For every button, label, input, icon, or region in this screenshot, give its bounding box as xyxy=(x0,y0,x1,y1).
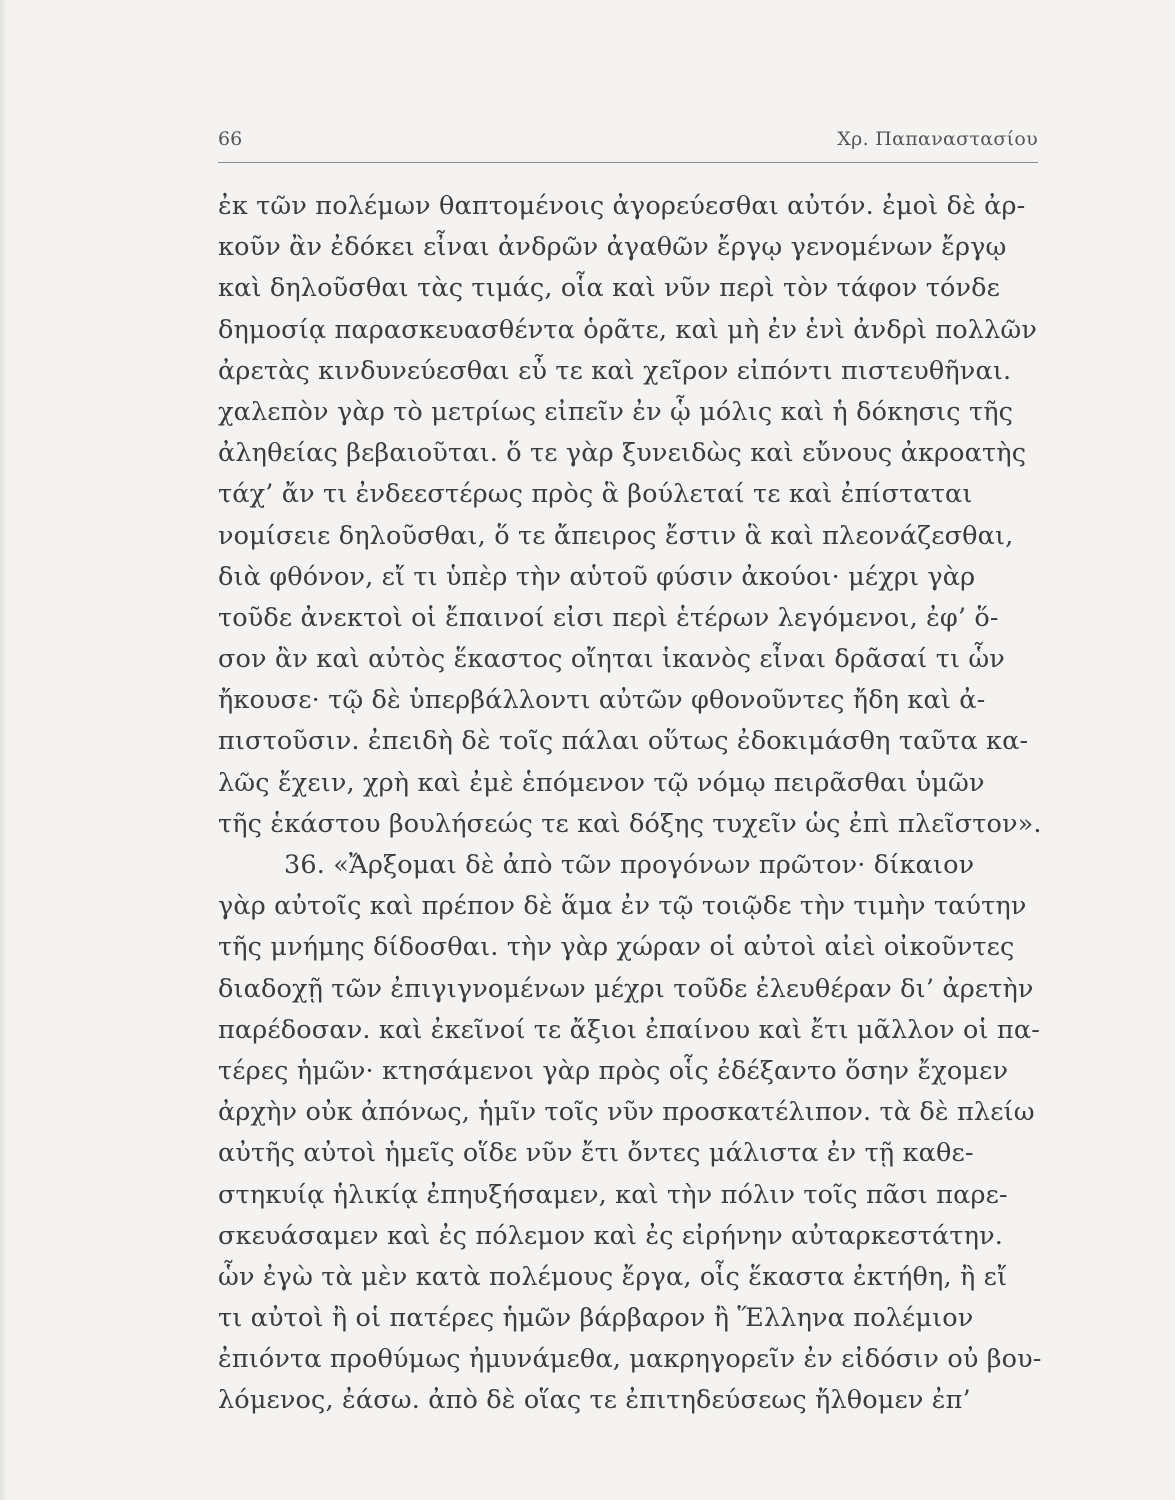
text-line: διὰ φθόνον, εἴ τι ὑπὲρ τὴν αὑτοῦ φύσιν ἀκούοι· μέχρι γὰρ xyxy=(218,561,976,592)
text-line: σον ἂν καὶ αὐτὸς ἕκαστος οἴηται ἱκανὸς εἶναι δρᾶσαί τι ὧν xyxy=(218,644,1005,675)
text-line: πιστοῦσιν. ἐπειδὴ δὲ τοῖς πάλαι οὕτως ἐδοκιμάσθη ταῦτα κα- xyxy=(218,726,1029,757)
text-line: λῶς ἔχειν, χρὴ καὶ ἐμὲ ἑπόμενον τῷ νόμῳ πειρᾶσθαι ὑμῶν xyxy=(218,767,985,798)
text-line: ὧν ἐγὼ τὰ μὲν κατὰ πολέμους ἔργα, οἷς ἕκαστα ἐκτήθη, ἢ εἴ xyxy=(218,1261,1008,1292)
page-edge-shadow xyxy=(0,0,8,1500)
paragraph-start-line: 36. «Ἄρξομαι δὲ ἀπὸ τῶν προγόνων πρῶτον· δίκαιον xyxy=(284,850,975,880)
text-line: ἤκουσε· τῷ δὲ ὑπερβάλλοντι αὐτῶν φθονοῦντες ἤδη καὶ ἀ- xyxy=(218,685,986,716)
running-head: Χρ. Παπαναστασίου xyxy=(837,128,1038,150)
text-line: χαλεπὸν γὰρ τὸ μετρίως εἰπεῖν ἐν ᾧ μόλις καὶ ἡ δόκησις τῆς xyxy=(218,396,1014,427)
text-line: παρέδοσαν. καὶ ἐκεῖνοί τε ἄξιοι ἐπαίνου καὶ ἔτι μᾶλλον οἱ πα- xyxy=(218,1014,1040,1045)
text-line: γὰρ αὐτοῖς καὶ πρέπον δὲ ἅμα ἐν τῷ τοιῷδε τὴν τιμὴν ταύτην xyxy=(218,891,1027,922)
page-header xyxy=(218,128,1038,158)
text-line: τάχ’ ἄν τι ἐνδεεστέρως πρὸς ἃ βούλεταί τε καὶ ἐπίσταται xyxy=(218,479,973,510)
text-line: στηκυίᾳ ἡλικίᾳ ἐπηυξήσαμεν, καὶ τὴν πόλιν τοῖς πᾶσι παρε- xyxy=(218,1179,1008,1210)
text-line: ἀληθείας βεβαιοῦται. ὅ τε γὰρ ξυνειδὼς καὶ εὔνους ἀκροατὴς xyxy=(218,438,1027,469)
text-line: τέρες ἡμῶν· κτησάμενοι γὰρ πρὸς οἷς ἐδέξαντο ὅσην ἔχομεν xyxy=(218,1055,1009,1086)
text-line: λόμενος, ἐάσω. ἀπὸ δὲ οἵας τε ἐπιτηδεύσεως ἤλθομεν ἐπ’ xyxy=(218,1385,971,1416)
text-line: ἐπιόντα προθύμως ἠμυνάμεθα, μακρηγορεῖν ἐν εἰδόσιν οὐ βου- xyxy=(218,1344,1042,1375)
text-line: τῆς μνήμης δίδοσθαι. τὴν γὰρ χώραν οἱ αὐτοὶ αἰεὶ οἰκοῦντες xyxy=(218,932,1015,963)
text-line: ἐκ τῶν πολέμων θαπτομένοις ἀγορεύεσθαι αὐτόν. ἐμοὶ δὲ ἀρ- xyxy=(218,191,1026,221)
text-line: αὐτῆς αὐτοὶ ἡμεῖς οἵδε νῦν ἔτι ὄντες μάλιστα ἐν τῇ καθε- xyxy=(218,1138,974,1169)
text-line: ἀρχὴν οὐκ ἀπόνως, ἡμῖν τοῖς νῦν προσκατέλιπον. τὰ δὲ πλείω xyxy=(218,1097,1035,1128)
text-line: καὶ δηλοῦσθαι τὰς τιμάς, οἷα καὶ νῦν περὶ τὸν τάφον τόνδε xyxy=(218,273,1000,304)
text-line: νομίσειε δηλοῦσθαι, ὅ τε ἄπειρος ἔστιν ἃ καὶ πλεονάζεσθαι, xyxy=(218,520,1014,551)
text-line: σκευάσαμεν καὶ ἐς πόλεμον καὶ ἐς εἰρήνην αὐταρκεστάτην. xyxy=(218,1220,1004,1251)
text-line: τοῦδε ἀνεκτοὶ οἱ ἔπαινοί εἰσι περὶ ἑτέρων λεγόμενοι, ἐφ’ ὅ- xyxy=(218,602,999,633)
text-line: κοῦν ἂν ἐδόκει εἶναι ἀνδρῶν ἀγαθῶν ἔργῳ γενομένων ἔργῳ xyxy=(218,232,1007,263)
text-line: ἀρετὰς κινδυνεύεσθαι εὖ τε καὶ χεῖρον εἰπόντι πιστευθῆναι. xyxy=(218,355,1012,386)
body-text xyxy=(218,186,1048,1422)
text-line: δημοσίᾳ παρασκευασθέντα ὁρᾶτε, καὶ μὴ ἐν ἑνὶ ἀνδρὶ πολλῶν xyxy=(218,314,1037,345)
text-line: διαδοχῇ τῶν ἐπιγιγνομένων μέχρι τοῦδε ἐλευθέραν δι’ ἀρετὴν xyxy=(218,973,1034,1004)
text-line: τῆς ἑκάστου βουλήσεώς τε καὶ δόξης τυχεῖν ὡς ἐπὶ πλεῖστον». xyxy=(218,808,1042,839)
page-number: 66 xyxy=(218,128,243,150)
header-rule xyxy=(218,162,1038,163)
text-line: τι αὐτοὶ ἢ οἱ πατέρες ἡμῶν βάρβαρον ἢ Ἕλληνα πολέμιον xyxy=(218,1303,974,1334)
